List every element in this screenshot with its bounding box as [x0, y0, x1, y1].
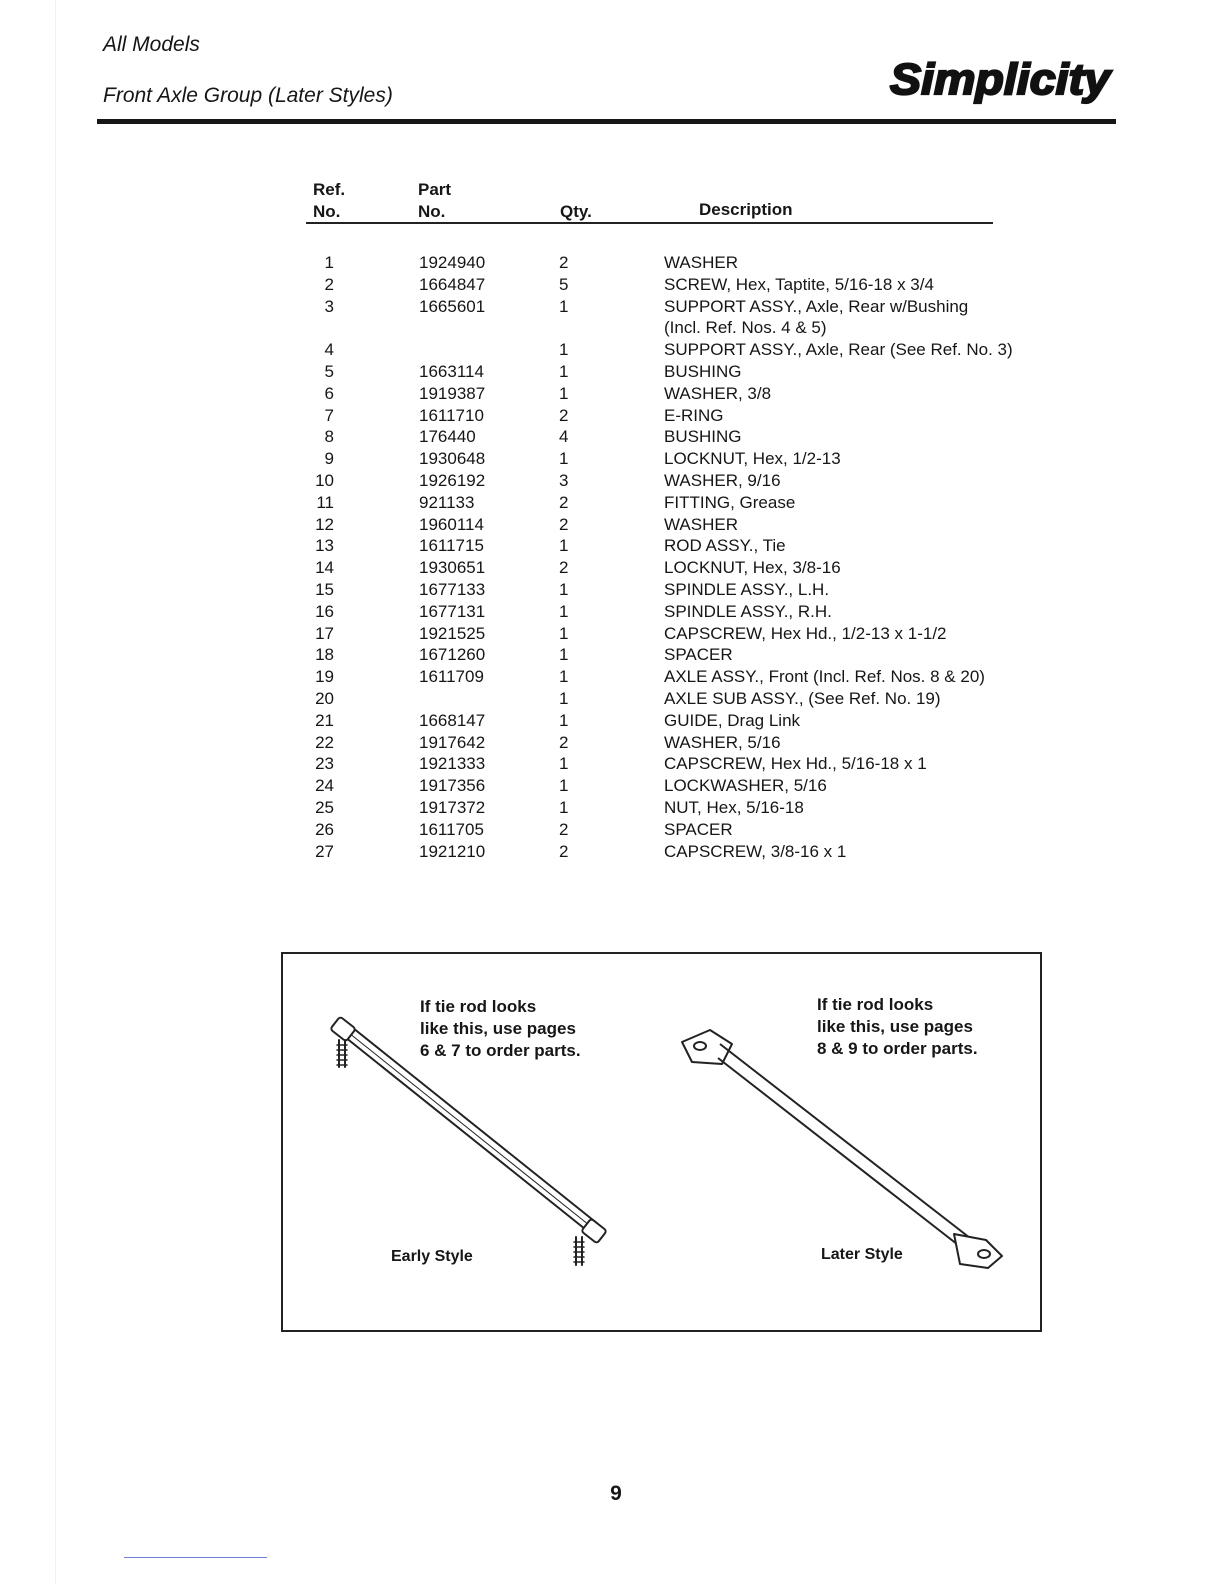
brand-wordmark: Simplicity [890, 55, 1113, 104]
part-number-cell: 1930648 [419, 449, 486, 469]
col-header-ref-line2: No. [313, 202, 341, 221]
qty-cell: 1 [559, 798, 569, 817]
ref-cell: 19 [315, 667, 334, 687]
ref-cell: 3 [324, 296, 334, 316]
part-number-cell: 176440 [419, 427, 476, 447]
part-number-cell: 1663114 [419, 362, 484, 381]
ref-cell: 12 [315, 514, 334, 534]
ref-cell: 6 [324, 383, 334, 403]
ref-cell: 21 [315, 710, 334, 730]
ref-cell: 2 [324, 274, 334, 294]
qty-cell: 1 [559, 623, 569, 643]
part-number-cell: 1611710 [419, 405, 484, 425]
part-number-cell: 1611705 [419, 819, 484, 839]
ref-cell: 1 [324, 253, 334, 272]
ref-cell: 20 [315, 689, 334, 708]
description-cell: SUPPORT ASSY., Axle, Rear w/Bushing [664, 296, 969, 316]
description-cell: SPINDLE ASSY., L.H. [664, 580, 830, 599]
qty-cell: 1 [559, 449, 569, 469]
description-cell: WASHER [664, 514, 738, 534]
description-cell: FITTING, Grease [664, 492, 796, 512]
qty-cell: 2 [559, 732, 569, 752]
part-number-cell: 1960114 [419, 514, 484, 534]
description-cell: E-RING [664, 405, 724, 425]
description-cell: SUPPORT ASSY., Axle, Rear (See Ref. No. 3) [664, 340, 1013, 360]
qty-cell: 2 [559, 819, 569, 839]
qty-cell: 1 [559, 776, 569, 796]
qty-cell: 2 [559, 492, 569, 512]
later-note-line1: If tie rod looks [817, 995, 934, 1014]
description-cell: BUSHING [664, 427, 742, 447]
early-note-line2: like this, use pages [420, 1019, 576, 1038]
qty-cell: 1 [559, 340, 569, 360]
ref-cell: 18 [315, 645, 334, 665]
qty-cell: 1 [559, 296, 569, 316]
ref-cell: 22 [315, 732, 334, 752]
table-header-rule [306, 222, 993, 224]
description-cell: SCREW, Hex, Taptite, 5/16-18 x 3/4 [664, 274, 934, 294]
qty-cell: 2 [559, 514, 569, 534]
description-cell: WASHER [664, 253, 738, 272]
col-header-part-line2: No. [418, 202, 446, 221]
ref-cell: 4 [324, 340, 334, 360]
description-cell: GUIDE, Drag Link [664, 710, 801, 730]
description-cell: WASHER, 9/16 [664, 471, 781, 490]
description-cell: NUT, Hex, 5/16-18 [664, 798, 804, 817]
qty-cell: 1 [559, 689, 569, 708]
description-cell: (Incl. Ref. Nos. 4 & 5) [664, 318, 827, 338]
ref-cell: 7 [324, 405, 334, 425]
part-number-cell: 1917356 [419, 776, 486, 796]
part-number-cell: 1668147 [419, 710, 486, 730]
ref-cell: 17 [315, 623, 334, 643]
description-cell: CAPSCREW, Hex Hd., 1/2-13 x 1-1/2 [664, 623, 947, 643]
header-rule [97, 119, 1116, 124]
part-number-cell: 1921333 [419, 754, 486, 774]
description-cell: BUSHING [664, 362, 742, 381]
page-number: 9 [610, 1482, 622, 1505]
description-cell: SPINDLE ASSY., R.H. [664, 601, 832, 621]
description-cell: CAPSCREW, 3/8-16 x 1 [664, 841, 847, 861]
qty-cell: 1 [559, 362, 569, 381]
qty-cell: 1 [559, 536, 569, 556]
qty-cell: 1 [559, 580, 569, 599]
description-cell: LOCKNUT, Hex, 3/8-16 [664, 558, 841, 578]
early-style-label: Early Style [391, 1248, 473, 1265]
description-cell: AXLE SUB ASSY., (See Ref. No. 19) [664, 689, 941, 708]
part-number-cell: 1677131 [419, 601, 486, 621]
later-note-line2: like this, use pages [817, 1017, 973, 1036]
col-header-ref-line1: Ref. [313, 180, 346, 199]
part-number-cell: 1677133 [419, 580, 486, 599]
part-number-cell: 1921210 [419, 841, 486, 861]
description-cell: CAPSCREW, Hex Hd., 5/16-18 x 1 [664, 754, 927, 774]
description-cell: ROD ASSY., Tie [664, 536, 786, 556]
qty-cell: 3 [559, 471, 569, 490]
ref-cell: 27 [315, 841, 334, 861]
col-header-description: Description [699, 200, 793, 219]
qty-cell: 1 [559, 710, 569, 730]
part-number-cell: 1664847 [419, 274, 486, 294]
footer-link-underline [124, 1557, 267, 1558]
page-binding-edge [55, 0, 56, 1584]
ref-cell: 16 [315, 601, 334, 621]
part-number-cell: 1611715 [419, 536, 484, 556]
qty-cell: 5 [559, 274, 569, 294]
ref-cell: 13 [315, 536, 334, 556]
col-header-part-line1: Part [418, 180, 452, 199]
qty-cell: 1 [559, 667, 569, 687]
later-note-line3: 8 & 9 to order parts. [817, 1039, 978, 1058]
part-number-cell: 1611709 [419, 667, 484, 687]
description-cell: WASHER, 3/8 [664, 383, 772, 403]
early-note-line3: 6 & 7 to order parts. [420, 1041, 581, 1060]
qty-cell: 2 [559, 253, 569, 272]
qty-cell: 2 [559, 841, 569, 861]
description-cell: LOCKWASHER, 5/16 [664, 776, 827, 796]
qty-cell: 1 [559, 383, 569, 403]
simplicity-logo [886, 52, 1118, 118]
later-style-tie-rod-illustration [670, 1020, 1015, 1275]
ref-cell: 25 [315, 798, 334, 817]
early-style-tie-rod-illustration [320, 1015, 620, 1275]
part-number-cell: 1917642 [419, 732, 486, 752]
description-cell: SPACER [664, 819, 733, 839]
ref-cell: 15 [315, 580, 334, 599]
col-header-qty: Qty. [560, 202, 592, 221]
ref-cell: 5 [324, 362, 334, 381]
qty-cell: 4 [559, 427, 569, 447]
part-number-cell: 1921525 [419, 623, 486, 643]
ref-cell: 11 [316, 492, 334, 512]
models-heading: All Models [103, 33, 200, 56]
part-number-cell: 1665601 [419, 296, 486, 316]
part-number-cell: 1930651 [419, 558, 486, 578]
ref-cell: 9 [324, 449, 334, 469]
part-number-cell: 1917372 [419, 798, 486, 817]
description-cell: AXLE ASSY., Front (Incl. Ref. Nos. 8 & 20) [664, 667, 985, 687]
qty-cell: 1 [559, 754, 569, 774]
ref-cell: 8 [324, 427, 334, 447]
ref-cell: 24 [315, 776, 334, 796]
part-number-cell: 1924940 [419, 253, 486, 272]
description-cell: SPACER [664, 645, 733, 665]
later-style-label: Later Style [821, 1246, 903, 1263]
description-cell: WASHER, 5/16 [664, 732, 781, 752]
page-title: Front Axle Group (Later Styles) [103, 84, 393, 107]
ref-cell: 14 [315, 558, 334, 578]
early-note-line1: If tie rod looks [420, 997, 537, 1016]
part-number-cell: 1671260 [419, 645, 486, 665]
qty-cell: 2 [559, 558, 569, 578]
qty-cell: 1 [559, 601, 569, 621]
qty-cell: 1 [559, 645, 569, 665]
part-number-cell: 1919387 [419, 383, 486, 403]
part-number-cell: 1926192 [419, 471, 486, 490]
part-number-cell: 921133 [419, 492, 475, 512]
ref-cell: 10 [315, 471, 334, 490]
qty-cell: 2 [559, 405, 569, 425]
ref-cell: 23 [315, 754, 334, 774]
ref-cell: 26 [315, 819, 334, 839]
description-cell: LOCKNUT, Hex, 1/2-13 [664, 449, 841, 469]
